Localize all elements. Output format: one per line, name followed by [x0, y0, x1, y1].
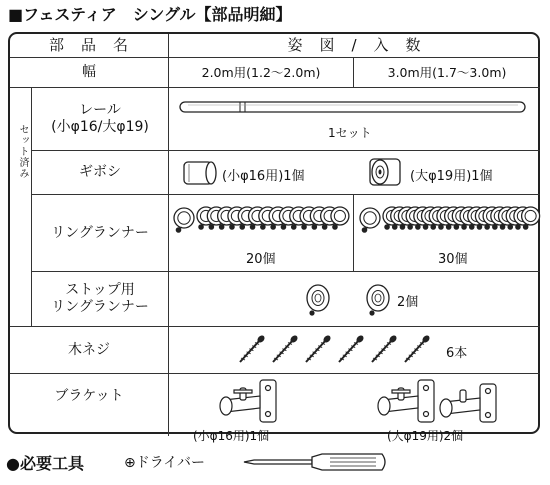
- wood-screw-icon: [372, 334, 398, 362]
- screwdriver-icon: [242, 448, 390, 476]
- part-name-ring-runner: リングランナー: [51, 224, 149, 241]
- wood-screw-icon: [339, 334, 365, 362]
- part-name-screw: 木ネジ: [68, 341, 110, 358]
- ring-runner-icon: [174, 208, 194, 233]
- ring-runner-2m-quantity: 20個: [246, 252, 276, 267]
- rail-illustration: [178, 97, 530, 117]
- wood-screw-icon: [405, 334, 431, 362]
- finial-large-illustration: [366, 157, 408, 187]
- width-label: 幅: [82, 64, 96, 80]
- page-title: ■フェスティア シングル【部品明細】: [8, 5, 292, 24]
- stop-ring-icon: [367, 285, 389, 316]
- width-2m: 2.0m用(1.2～2.0m): [201, 65, 321, 80]
- finial-small-quantity: (小φ16用)1個: [222, 169, 305, 184]
- header-part-name: 部 品 名: [48, 36, 129, 54]
- bracket-large-illustration: [374, 378, 504, 426]
- part-name-stop-ring: ストップ用 リングランナー: [51, 282, 149, 315]
- screw-illustration: [232, 334, 422, 366]
- ring-runner-icon: [522, 207, 540, 230]
- col-divider: [168, 34, 169, 436]
- bracket-small-quantity: (小φ16用)1個: [193, 429, 270, 443]
- required-tools-heading: ●必要工具: [6, 454, 84, 473]
- finial-small-illustration: [180, 159, 220, 187]
- ring-runner-3m-illustration: [360, 200, 538, 242]
- rail-quantity: 1セット: [328, 126, 372, 140]
- ring-runner-2m-illustration: [174, 200, 350, 242]
- bracket-small-illustration: [216, 378, 282, 426]
- screw-quantity: 6本: [446, 346, 468, 361]
- part-name-bracket: ブラケット: [54, 388, 124, 404]
- bracket-large-quantity: (大φ19用)2個: [387, 429, 464, 443]
- stop-ring-illustration: [296, 280, 396, 320]
- header-figure-quantity: 姿 図 / 入 数: [287, 36, 422, 54]
- ring-runner-icon: [360, 208, 380, 233]
- stop-ring-icon: [307, 285, 329, 316]
- part-name-finial: ギボシ: [79, 164, 121, 180]
- ring-runner-icon: [331, 207, 349, 230]
- stop-ring-quantity: 2個: [397, 295, 419, 310]
- part-name-rail: レール (小φ16/大φ19): [51, 102, 149, 135]
- wood-screw-icon: [240, 334, 266, 362]
- wood-screw-icon: [273, 334, 299, 362]
- col-divider: [353, 194, 354, 271]
- ring-runner-3m-quantity: 30個: [438, 252, 468, 267]
- set-included-label: セット済み: [17, 124, 28, 179]
- width-3m: 3.0m用(1.7～3.0m): [387, 65, 507, 80]
- required-tools: [6, 448, 546, 476]
- parts-table: [8, 32, 540, 443]
- screwdriver-label: ⊕ドライバー: [124, 455, 206, 471]
- finial-large-quantity: (大φ19用)1個: [410, 169, 493, 184]
- wood-screw-icon: [306, 334, 332, 362]
